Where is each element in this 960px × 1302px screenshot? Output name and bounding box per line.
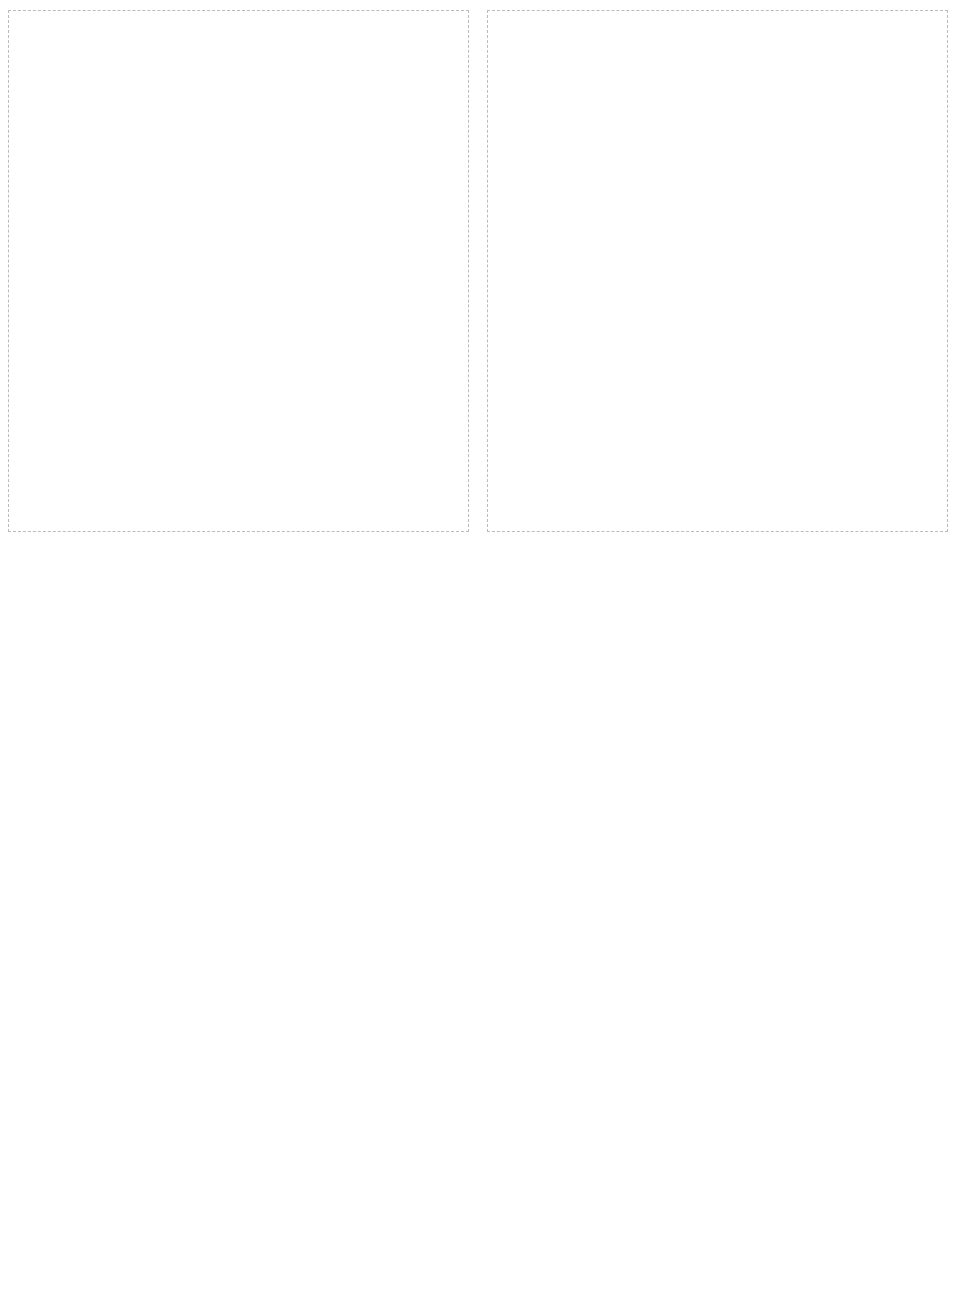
right-column	[487, 4, 948, 532]
right-placeholder	[487, 10, 948, 532]
left-placeholder	[8, 10, 469, 532]
columns	[8, 4, 948, 532]
left-column	[8, 4, 469, 532]
